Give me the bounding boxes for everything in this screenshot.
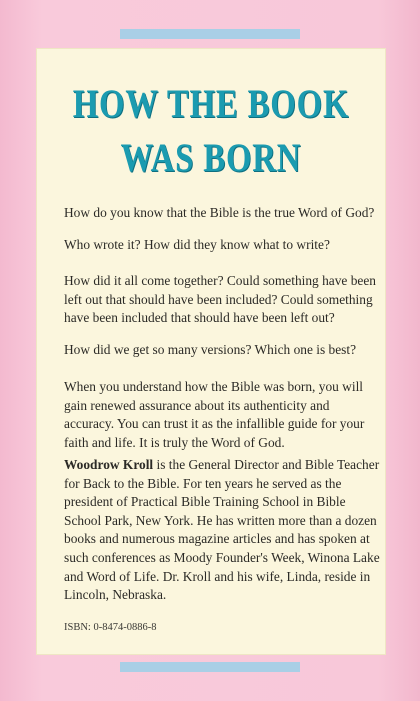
paragraph-3: How did it all come together? Could something have been left out that should have been included? Could something have been included that should have been left out? — [64, 273, 376, 326]
title-line-1: HOW THE BOOK — [72, 81, 350, 126]
paragraph-1: How do you know that the Bible is the true Word of God? — [64, 205, 375, 220]
top-accent-stripe — [120, 29, 300, 39]
paragraph-5: When you understand how the Bible was born, you will gain renewed assurance about its authenticity and accuracy. You can trust it as the infallible guide for your faith and life. It is truly the Word of God. — [64, 379, 365, 450]
title-line-2: WAS BORN — [120, 135, 302, 180]
author-bio-text: is the General Director and Bible Teacher for Back to the Bible. For ten years he served as the president of Practical Bible Training School in Bible School Park, New York. He has written more than a dozen books and numerous magazine articles and has spoken at such conferences as Moody Founder's Week, Winona Lake and Word of Life. Dr. Kroll and his wife, Linda, reside in Lincoln, Nebraska. — [64, 457, 380, 603]
isbn: ISBN: 0-8474-0886-8 — [64, 622, 157, 633]
cover-text-panel — [36, 48, 386, 655]
bottom-accent-stripe — [120, 662, 300, 672]
author-bio — [64, 456, 380, 605]
author-name: Woodrow Kroll — [64, 457, 154, 472]
paragraph-4: How did we get so many versions? Which one is best? — [64, 342, 357, 357]
paragraph-2: Who wrote it? How did they know what to write? — [64, 237, 330, 252]
